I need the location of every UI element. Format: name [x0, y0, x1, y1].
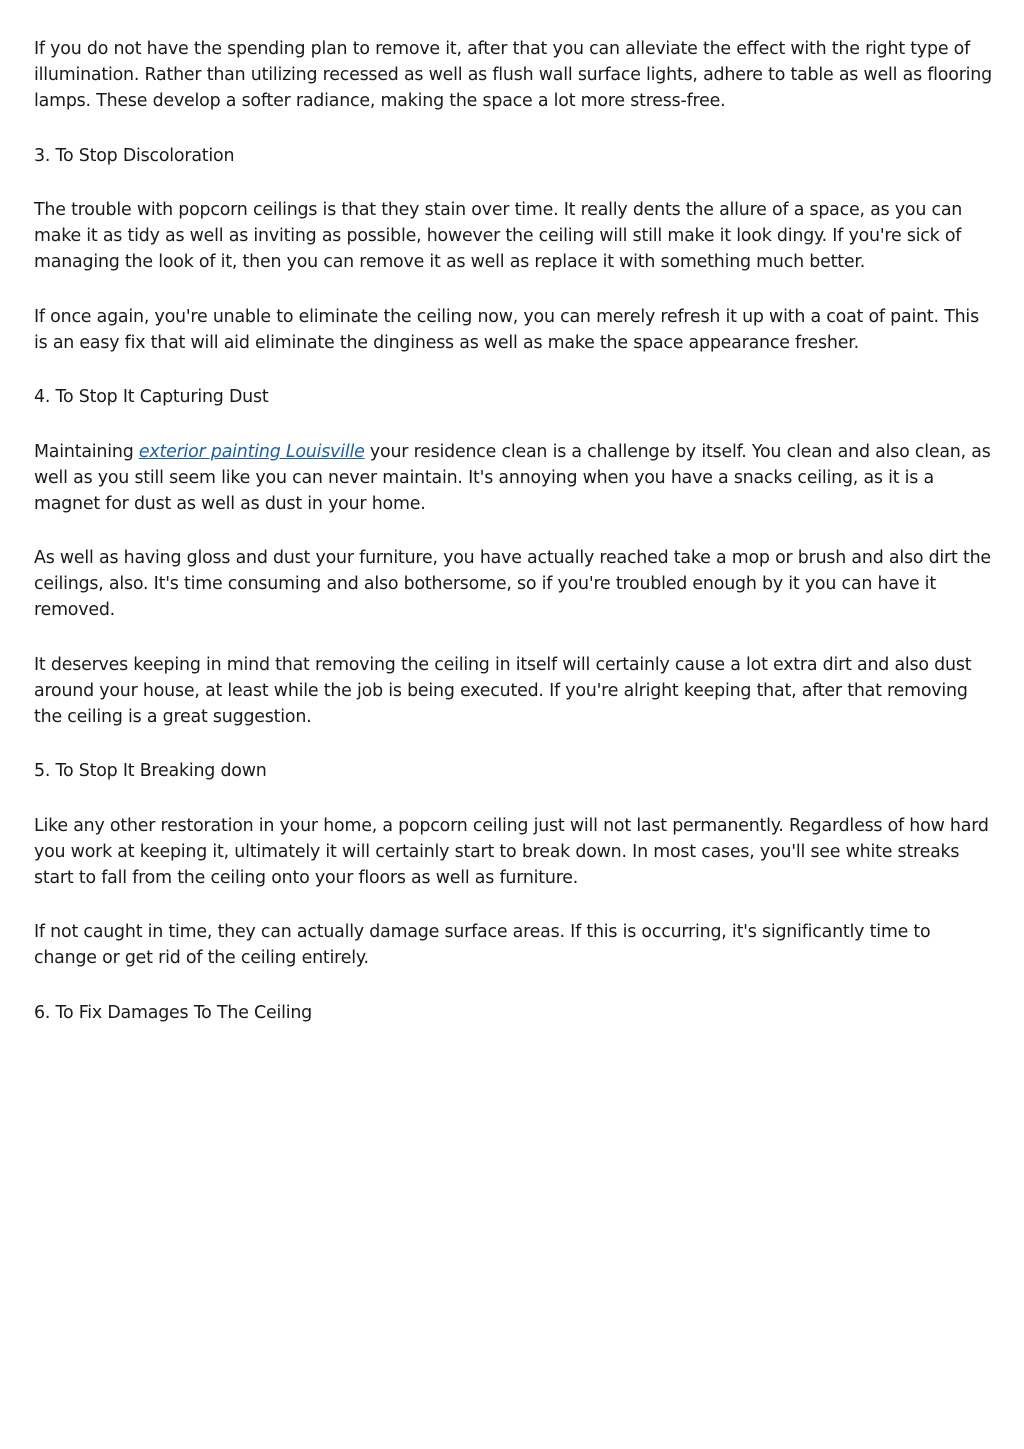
paragraph-paint: If once again, you're unable to eliminate the ceiling now, you can merely refresh it up with a coat of paint. This is an easy fix that will aid eliminate the dinginess as well as make the space appearance fresher. — [34, 306, 979, 353]
paragraph-maintaining-end: your residence clean is a challenge by itself. You clean and also clean, as well as you still seem like you can never maintain. It's annoying when you have a snacks ceiling, as it is a magnet for dust as well as dust in your home. — [34, 441, 991, 514]
paragraph-gloss-dust: As well as having gloss and dust your furniture, you have actually reached take a mop or brush and also dirt the ceilings, also. It's time consuming and also bothersome, so if you're troubled enough by it you can have it removed. — [34, 548, 991, 620]
paragraph-restoration: Like any other restoration in your home, a popcorn ceiling just will not last permanently. Regardless of how hard you work at keeping it, ultimately it will certainly start to break down. In most cases, you'll see white streaks start to fall from the ceiling onto your floors as well as furniture. — [34, 815, 989, 888]
paragraph-lighting: If you do not have the spending plan to remove it, after that you can alleviate the effect with the right type of illumination. Rather than utilizing recessed as well as flush wall surface lights, adhere to table as well as flooring lamps. These develop a softer radiance, making the space a lot more stress-free. — [34, 39, 992, 111]
paragraph-removing-dirt: It deserves keeping in mind that removing the ceiling in itself will certainly cause a lot extra dirt and also dust around your house, at least while the job is being executed. If you're alright keeping that, after that removing the ceiling is a great suggestion. — [34, 654, 972, 727]
paragraph-stain: The trouble with popcorn ceilings is that they stain over time. It really dents the allure of a space, as you can make it as tidy as well as inviting as possible, however the ceiling will still make it look dingy. If you're sick of managing the look of it, then you can remove it as well as replace it with something much better. — [34, 200, 963, 272]
heading-stop-discoloration: 3. To Stop Discoloration — [34, 145, 235, 166]
heading-capturing-dust: 4. To Stop It Capturing Dust — [34, 387, 269, 407]
exterior-painting-link[interactable]: exterior painting Louisville — [138, 441, 365, 462]
heading-fix-damages: 6. To Fix Damages To The Ceiling — [34, 1002, 313, 1023]
paragraph-damage: If not caught in time, they can actually damage surface areas. If this is occurring, it's significantly time to change or get rid of the ceiling entirely. — [34, 922, 931, 968]
heading-breaking-down: 5. To Stop It Breaking down — [34, 761, 267, 781]
paragraph-maintaining — [34, 439, 994, 517]
paragraph-maintaining-start: Maintaining — [34, 441, 139, 462]
document-body — [34, 36, 994, 1054]
